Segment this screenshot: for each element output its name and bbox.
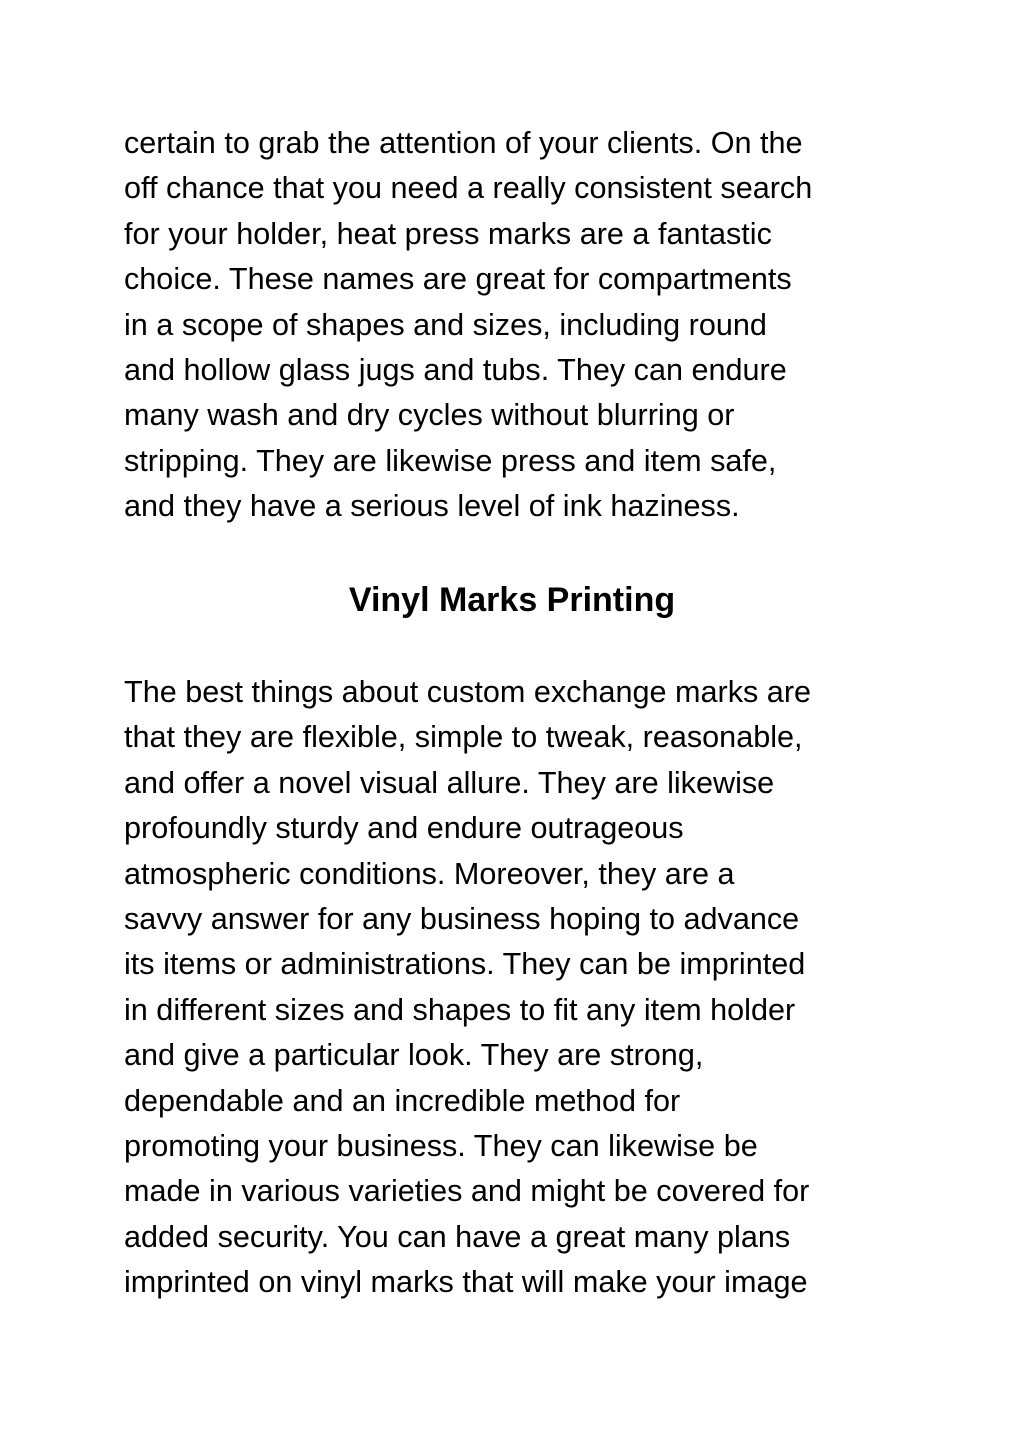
paragraph-line: its items or administrations. They can be imprinted [124, 947, 806, 982]
paragraph-line: profoundly sturdy and endure outrageous [124, 811, 684, 846]
paragraph-line: promoting your business. They can likewise be [124, 1128, 758, 1163]
paragraph-line: off chance that you need a really consistent search [124, 171, 813, 206]
paragraph-line: added security. You can have a great many plans [124, 1219, 791, 1254]
paragraph-line: savvy answer for any business hoping to advance [124, 901, 800, 936]
paragraph-line: for your holder, heat press marks are a fantastic [124, 216, 772, 251]
paragraph-line: many wash and dry cycles without blurring or [124, 398, 735, 433]
paragraph-line: and hollow glass jugs and tubs. They can endure [124, 352, 787, 387]
paragraph-line: imprinted on vinyl marks that will make your image [124, 1265, 808, 1300]
paragraph-line: The best things about custom exchange marks are [124, 675, 812, 709]
body-paragraph-1 [124, 121, 812, 530]
paragraph-line: in a scope of shapes and sizes, including round [124, 307, 767, 342]
section-heading: Vinyl Marks Printing [348, 581, 676, 619]
paragraph-line: certain to grab the attention of your clients. On the [124, 126, 803, 160]
paragraph-line: choice. These names are great for compartments [124, 262, 792, 297]
paragraph-line: and give a particular look. They are strong, [124, 1038, 704, 1073]
paragraph-line: stripping. They are likewise press and item safe, [124, 443, 777, 478]
paragraph-line: and they have a serious level of ink haziness. [124, 489, 740, 524]
paragraph-line: and offer a novel visual allure. They are likewise [124, 765, 775, 800]
body-paragraph-2 [124, 670, 811, 1305]
paragraph-line: in different sizes and shapes to fit any item holder [124, 992, 796, 1027]
paragraph-line: that they are flexible, simple to tweak, reasonable, [124, 720, 803, 755]
paragraph-line: made in various varieties and might be covered for [124, 1174, 810, 1209]
paragraph-line: atmospheric conditions. Moreover, they are a [124, 856, 735, 891]
paragraph-line: dependable and an incredible method for [124, 1083, 681, 1118]
